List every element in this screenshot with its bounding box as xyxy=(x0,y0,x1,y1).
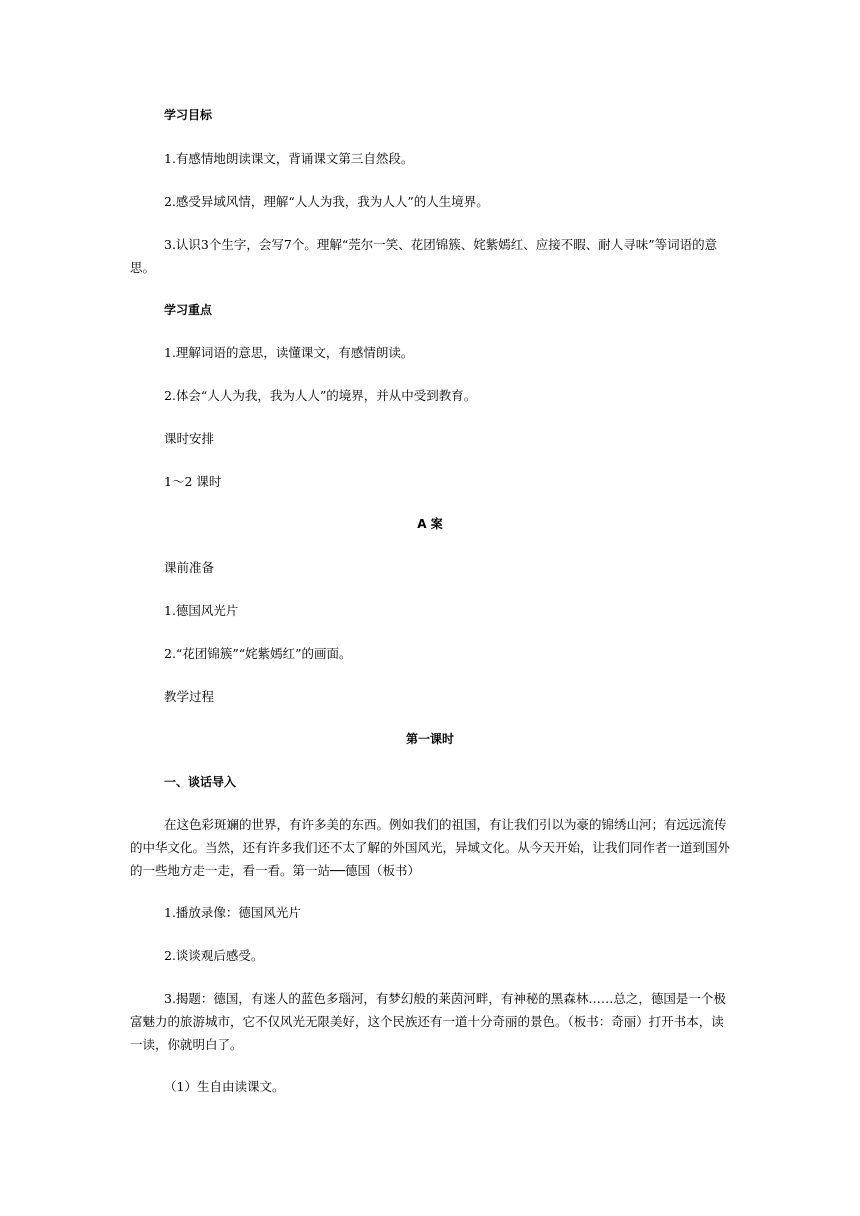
plan-a-heading: A 案 xyxy=(417,517,443,531)
focus-item-2: 2.体会“人人为我，我为人人”的境界，并从中受到教育。 xyxy=(164,388,477,403)
learning-goals-heading: 学习目标 xyxy=(164,108,213,122)
preparation-heading: 课前准备 xyxy=(164,560,215,575)
schedule-heading: 课时安排 xyxy=(164,431,215,446)
goal-item-1: 1.有感情地朗读课文，背诵课文第三自然段。 xyxy=(164,151,414,166)
focus-item-1: 1.理解词语的意思，读懂课文，有感情朗读。 xyxy=(164,345,414,360)
step-2: 2.谈谈观后感受。 xyxy=(164,948,264,963)
prep-item-2: 2.“花团锦簇”“姹紫嫣红”的画面。 xyxy=(164,646,352,661)
goal-item-3: 3.认识3个生字，会写7个。理解“莞尔一笑、花团锦簇、姹紫嫣红、应接不暇、耐人寻味”等词语的意思。 xyxy=(130,237,718,275)
learning-focus-heading: 学习重点 xyxy=(164,303,213,317)
step-3-substep-1: （1）生自由读课文。 xyxy=(164,1079,285,1094)
goal-item-2: 2.感受异域风情，理解“人人为我，我为人人”的人生境界。 xyxy=(164,194,489,209)
prep-item-1: 1.德国风光片 xyxy=(164,603,239,618)
schedule-value: 1～2 课时 xyxy=(164,474,222,489)
step-1: 1.播放录像：德国风光片 xyxy=(164,905,301,920)
part-one-heading: 一、谈话导入 xyxy=(164,775,237,789)
lesson-one-heading: 第一课时 xyxy=(405,732,454,746)
step-3: 3.揭题：德国，有迷人的蓝色多瑙河，有梦幻般的莱茵河畔，有神秘的黑森林……总之，德国是一个极富魅力的旅游城市，它不仅风光无限美好，这个民族还有一道十分奇丽的景色。（板书：奇丽）打开书本，读一读，你就明白了。 xyxy=(130,991,726,1052)
intro-paragraph: 在这色彩斑斓的世界，有许多美的东西。例如我们的祖国，有让我们引以为豪的锦绣山河；有远远流传的中华文化。当然，还有许多我们还不太了解的外国风光，异域文化。从今天开始，让我们同作者一道到国外的一些地方走一走，看一看。第一站──德国（板书） xyxy=(130,817,731,878)
process-heading: 教学过程 xyxy=(164,689,215,704)
